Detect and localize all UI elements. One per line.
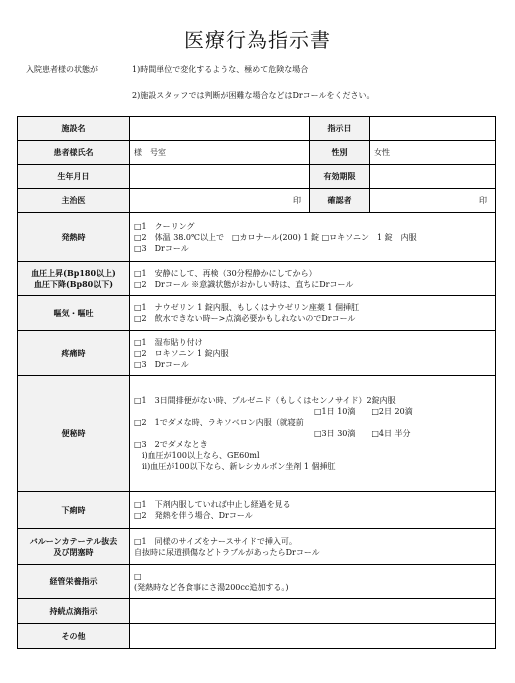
pain-instructions (130, 331, 496, 376)
nausea-instructions (130, 296, 496, 331)
constipation-line-2[interactable]: □2 1でダメな時、ラキソベロン内服（就寝前 (134, 418, 304, 427)
constipation-dose-2[interactable]: □3日 30滴 □4日 半分 (314, 429, 411, 438)
balloon-label-2: 及び閉塞時 (53, 546, 94, 557)
fever-label: 発熱時 (18, 213, 130, 262)
confirmer-seal: 印 (479, 196, 487, 205)
fever-row (18, 213, 496, 262)
balloon-label (18, 529, 130, 565)
constipation-sub-1: i)血圧が100以上なら、GE60ml (142, 451, 260, 460)
tube-feeding-checkbox[interactable]: □ (134, 571, 142, 581)
constipation-instructions (130, 376, 496, 492)
diarrhea-instructions (130, 492, 496, 529)
diarrhea-row (18, 492, 496, 529)
confirmer-field[interactable] (370, 189, 496, 213)
confirmer-label: 確認者 (310, 189, 370, 213)
fever-line-3[interactable]: □3 Drコール (134, 243, 189, 253)
bp-instructions (130, 262, 496, 296)
drip-label: 持続点滴指示 (18, 599, 130, 624)
drip-field[interactable] (130, 599, 496, 624)
doctor-field[interactable] (130, 189, 310, 213)
constipation-sub-2: ii)血圧が100以下なら、新レシカルボン坐剤 1 個挿肛 (142, 462, 336, 471)
dob-row (18, 165, 496, 189)
dob-field[interactable] (130, 165, 310, 189)
nausea-row (18, 296, 496, 331)
constipation-dose-1[interactable]: □1日 10滴 □2日 20滴 (314, 407, 413, 416)
bp-label-low: 血圧下降(Bp80以下) (33, 278, 114, 289)
sex-label: 性別 (310, 141, 370, 165)
constipation-line-1[interactable]: □1 3日間排便がない時、プルゼニド（もしくはセンノサイド）2錠内服 (134, 396, 396, 405)
bp-label (18, 262, 130, 296)
condition-label: 入院患者様の状態が (26, 65, 98, 74)
pain-label: 疼痛時 (18, 331, 130, 376)
other-field[interactable] (130, 624, 496, 649)
bp-label-high: 血圧上昇(Bp180以上) (31, 267, 116, 278)
fever-instructions (130, 213, 496, 262)
facility-row (18, 117, 496, 141)
balloon-label-1: バルーンカテーテル抜去 (29, 535, 118, 546)
pain-row (18, 331, 496, 376)
instruct-date-field[interactable] (370, 117, 496, 141)
balloon-row (18, 529, 496, 565)
sex-value: 女性 (374, 148, 390, 157)
facility-field[interactable] (130, 117, 310, 141)
facility-label: 施設名 (18, 117, 130, 141)
patient-field[interactable] (130, 141, 310, 165)
diarrhea-line-1[interactable]: □1 下剤内服していれば中止し経過を見る (134, 500, 291, 509)
fever-line-1[interactable]: □1 クーリング (134, 221, 195, 231)
other-row (18, 624, 496, 649)
condition-item-2: 2)施設スタッフでは判断が困難な場合などはDrコールをください。 (132, 91, 375, 100)
bp-line-1[interactable]: □1 安静にして、再検（30分程静かにしてから） (134, 268, 317, 278)
patient-value: 様 号室 (134, 148, 166, 157)
doctor-label: 主治医 (18, 189, 130, 213)
doctor-row (18, 189, 496, 213)
condition-item-1: 1)時間単位で変化するような、極めて危険な場合 (132, 65, 309, 74)
expiry-field[interactable] (370, 165, 496, 189)
diarrhea-label: 下痢時 (18, 492, 130, 529)
diarrhea-line-2[interactable]: □2 発熱を伴う場合、Drコール (134, 511, 253, 520)
pain-line-3[interactable]: □3 Drコール (134, 359, 189, 369)
nausea-label: 嘔気・嘔吐 (18, 296, 130, 331)
constipation-row (18, 376, 496, 492)
balloon-line-2: 自抜時に尿道損傷などトラブルがあったらDrコール (134, 547, 320, 557)
tube-feeding-row (18, 565, 496, 599)
instruction-form-table (17, 116, 496, 649)
doctor-seal: 印 (293, 196, 301, 205)
tube-feeding-line: (発熱時など各食事にさ湯200cc追加する。) (134, 582, 289, 592)
nausea-line-1[interactable]: □1 ナウゼリン 1 錠内服、もしくはナウゼリン座薬 1 個挿肛 (134, 303, 359, 312)
sex-field[interactable] (370, 141, 496, 165)
balloon-line-1[interactable]: □1 同様のサイズをナースサイドで挿入可。 (134, 536, 297, 546)
fever-line-2[interactable]: □2 体温 38.0℃以上で □カロナール(200) 1 錠 □ロキソニン 1 錠 内服 (134, 232, 417, 242)
page-title: 医療行為指示書 (184, 28, 331, 52)
instruct-date-label: 指示日 (310, 117, 370, 141)
pain-line-2[interactable]: □2 ロキソニン 1 錠内服 (134, 348, 229, 358)
constipation-label: 便秘時 (18, 376, 130, 492)
constipation-line-3[interactable]: □3 2でダメなとき (134, 440, 208, 449)
patient-row (18, 141, 496, 165)
other-label: その他 (18, 624, 130, 649)
pain-line-1[interactable]: □1 湿布貼り付け (134, 337, 203, 347)
tube-feeding-label: 経管栄養指示 (18, 565, 130, 599)
tube-feeding-instructions (130, 565, 496, 599)
dob-label: 生年月日 (18, 165, 130, 189)
drip-row (18, 599, 496, 624)
patient-label: 患者様氏名 (18, 141, 130, 165)
bp-line-2[interactable]: □2 Drコール ※意識状態がおかしい時は、直ちにDrコール (134, 279, 354, 289)
nausea-line-2[interactable]: □2 飲水できない時ー>点滴必要かもしれないのでDrコール (134, 314, 356, 323)
balloon-instructions (130, 529, 496, 565)
expiry-label: 有効期限 (310, 165, 370, 189)
bp-row (18, 262, 496, 296)
